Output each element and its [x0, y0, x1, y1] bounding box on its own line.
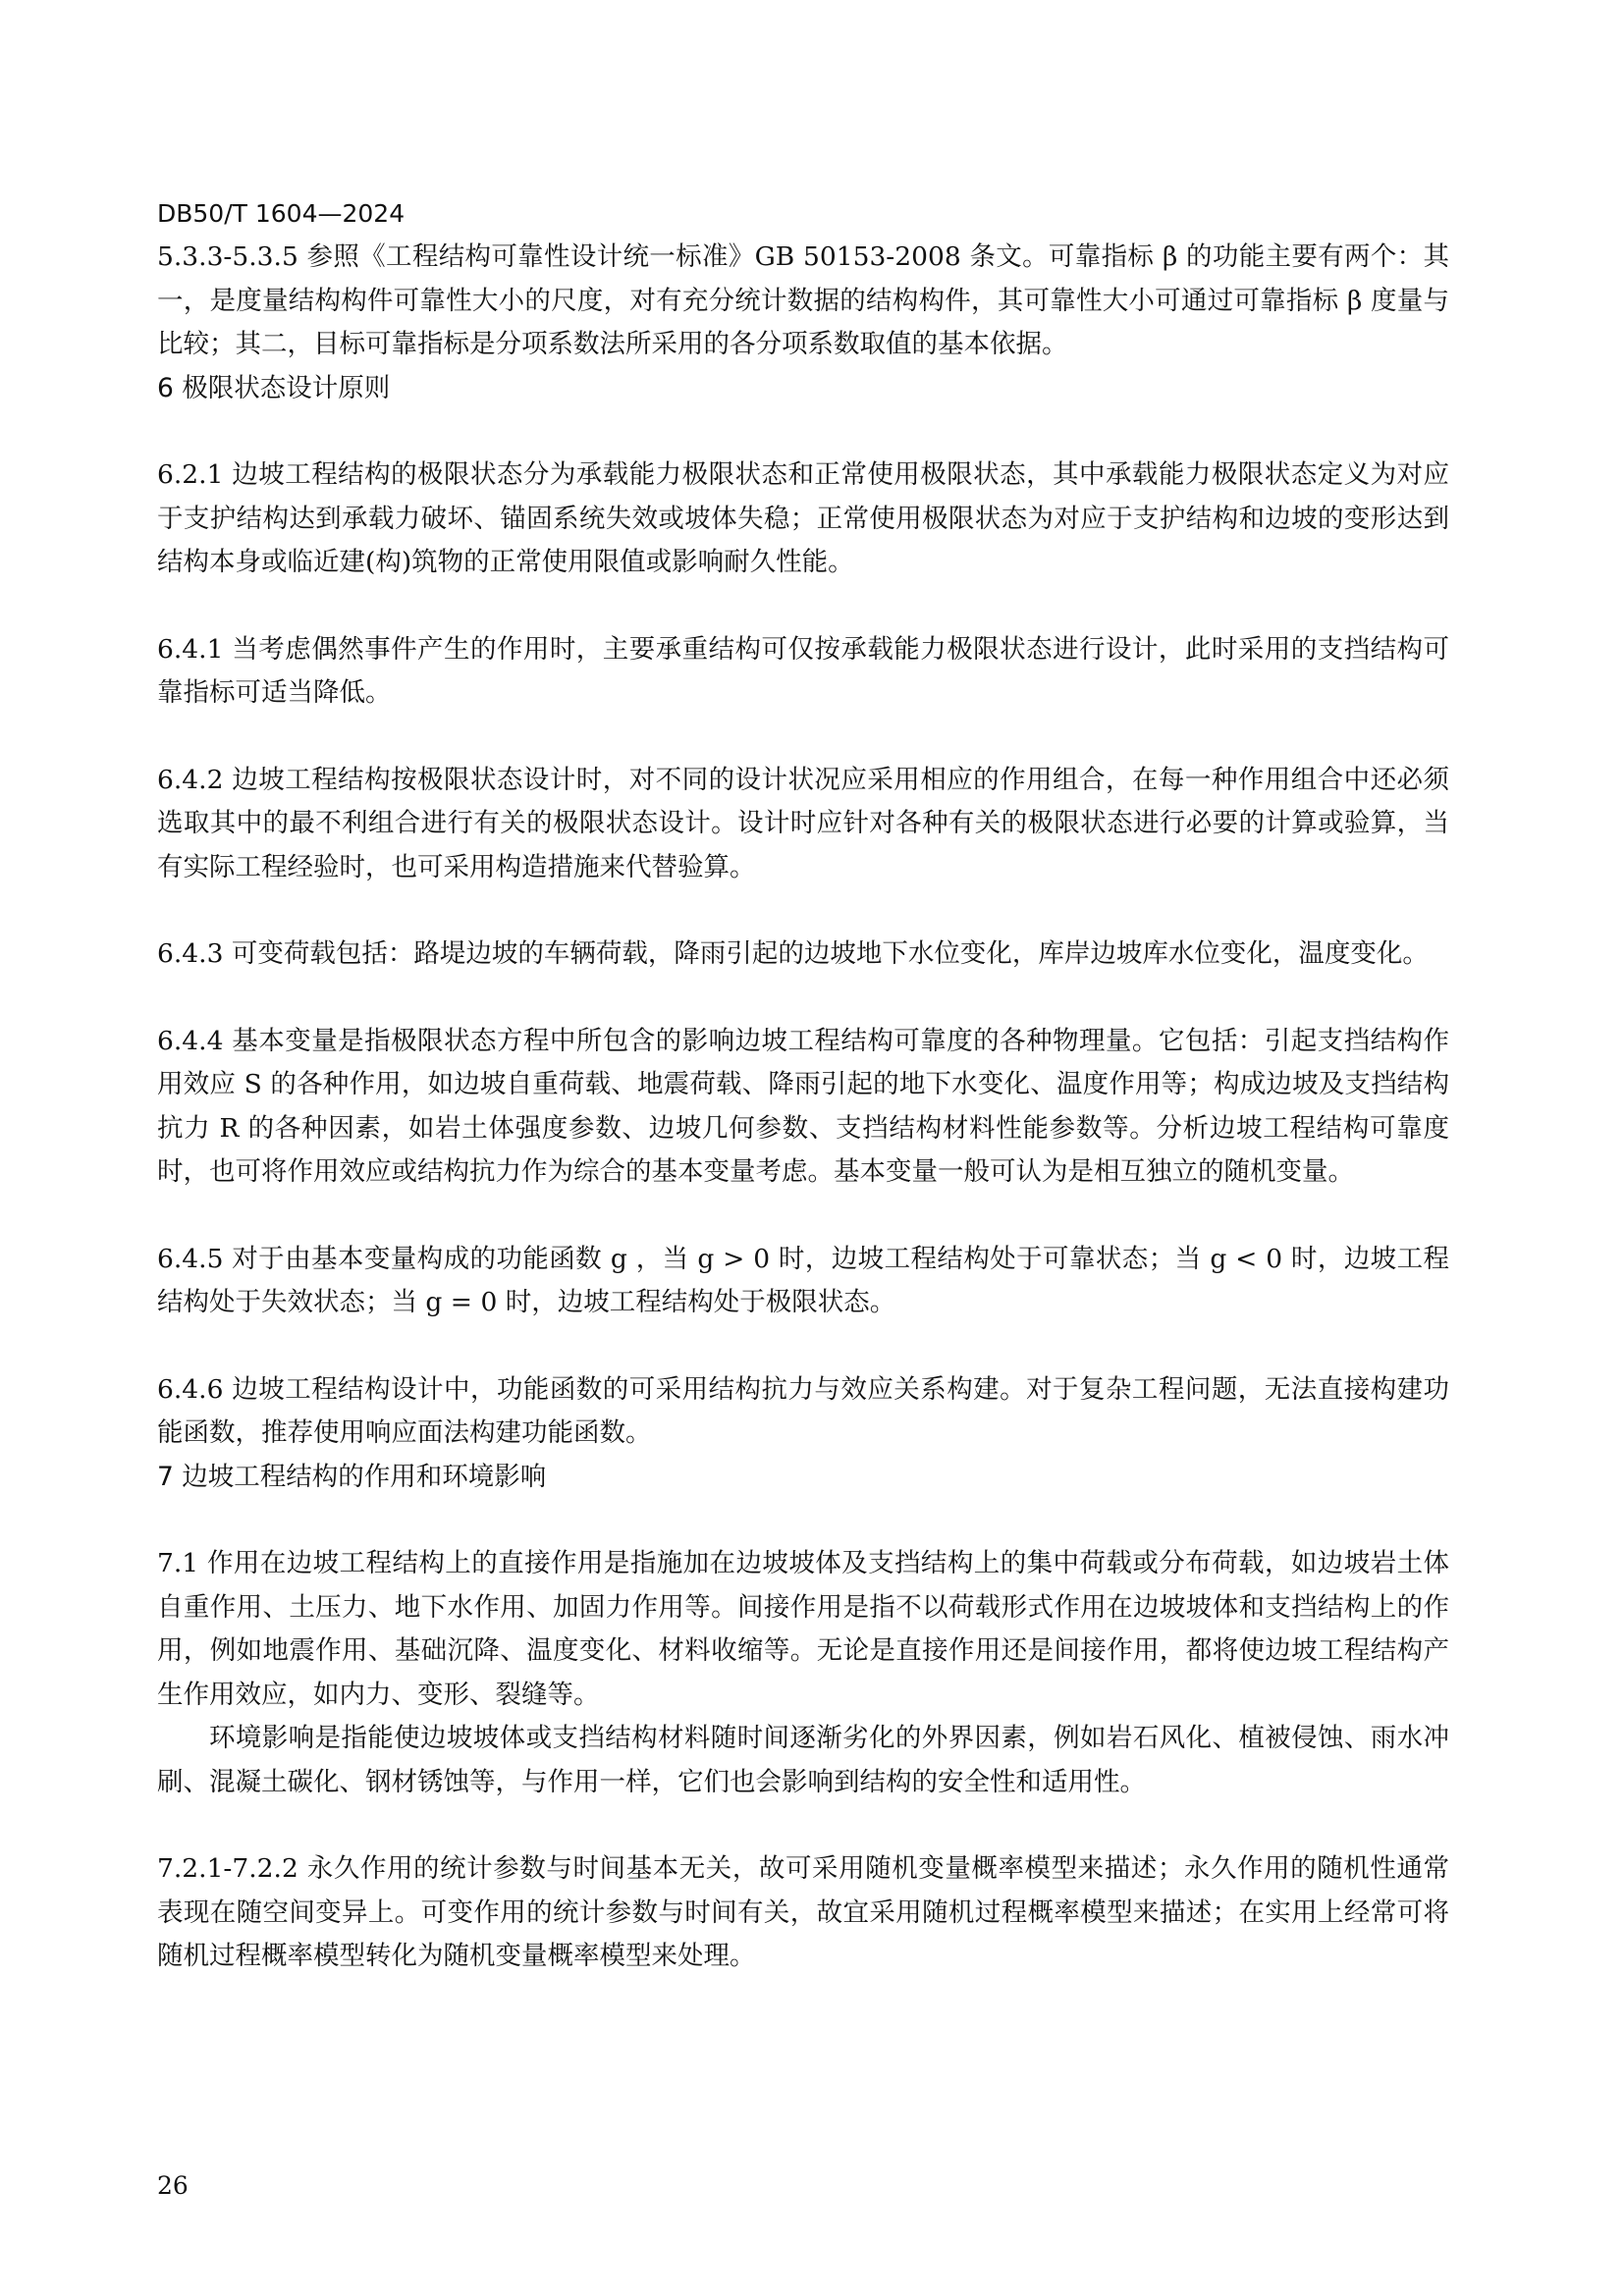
section-heading-7: 7 边坡工程结构的作用和环境影响	[157, 1461, 547, 1492]
paragraph-5-3-3: 5.3.3-5.3.5 参照《工程结构可靠性设计统一标准》GB 50153-2008 条文。可靠指标 β 的功能主要有两个：其一，是度量结构构件可靠性大小的尺度，对有充分统计数据的结构构件，其可靠性大小可通过可靠指标 β 度量与比较；其二，目标可靠指标是分项系数法所采用的各分项系数取值的基本依据。	[157, 241, 1449, 359]
paragraph-7-2-1: 7.2.1-7.2.2 永久作用的统计参数与时间基本无关，故可采用随机变量概率模型来描述；永久作用的随机性通常表现在随空间变异上。可变作用的统计参数与时间有关，故宜采用随机过程概率模型来描述；在实用上经常可将随机过程概率模型转化为随机变量概率模型来处理。	[157, 1853, 1449, 1971]
paragraph-7-1-environment: 环境影响是指能使边坡坡体或支挡结构材料随时间逐渐劣化的外界因素，例如岩石风化、植被侵蚀、雨水冲刷、混凝土碳化、钢材锈蚀等，与作用一样，它们也会影响到结构的安全性和适用性。	[157, 1723, 1449, 1797]
paragraph-7-1: 7.1 作用在边坡工程结构上的直接作用是指施加在边坡坡体及支挡结构上的集中荷载或分布荷载，如边坡岩土体自重作用、土压力、地下水作用、加固力作用等。间接作用是指不以荷载形式作用在边坡坡体和支挡结构上的作用，例如地震作用、基础沉降、温度变化、材料收缩等。无论是直接作用还是间接作用，都将使边坡工程结构产生作用效应，如内力、变形、裂缝等。	[157, 1548, 1449, 1710]
paragraph-6-4-6: 6.4.6 边坡工程结构设计中，功能函数的可采用结构抗力与效应关系构建。对于复杂工程问题，无法直接构建功能函数，推荐使用响应面法构建功能函数。	[157, 1373, 1449, 1448]
paragraph-6-4-2: 6.4.2 边坡工程结构按极限状态设计时，对不同的设计状况应采用相应的作用组合，在每一种作用组合中还必须选取其中的最不利组合进行有关的极限状态设计。设计时应针对各种有关的极限状态进行必要的计算或验算，当有实际工程经验时，也可采用构造措施来代替验算。	[157, 764, 1449, 882]
document-page	[157, 192, 1449, 1979]
paragraph-6-4-1: 6.4.1 当考虑偶然事件产生的作用时，主要承重结构可仅按承载能力极限状态进行设计，此时采用的支挡结构可靠指标可适当降低。	[157, 633, 1449, 708]
paragraph-6-4-4: 6.4.4 基本变量是指极限状态方程中所包含的影响边坡工程结构可靠度的各种物理量。它包括：引起支挡结构作用效应 S 的各种作用，如边坡自重荷载、地震荷载、降雨引起的地下水变化、温度作用等；构成边坡及支挡结构抗力 R 的各种因素，如岩土体强度参数、边坡几何参数、支挡结构材料性能参数等。分析边坡工程结构可靠度时，也可将作用效应或结构抗力作为综合的基本变量考虑。基本变量一般可认为是相互独立的随机变量。	[157, 1025, 1449, 1187]
paragraph-6-4-3: 6.4.3 可变荷载包括：路堤边坡的车辆荷载，降雨引起的边坡地下水位变化，库岸边坡库水位变化，温度变化。	[157, 938, 1429, 969]
document-code: DB50/T 1604—2024	[157, 199, 406, 228]
page-number: 26	[157, 2171, 189, 2200]
paragraph-6-4-5: 6.4.5 对于由基本变量构成的功能函数 g ，当 g > 0 时，边坡工程结构处于可靠状态；当 g < 0 时，边坡工程结构处于失效状态；当 g = 0 时，边坡工程结构处于极限状态。	[157, 1243, 1449, 1317]
paragraph-6-2-1: 6.2.1 边坡工程结构的极限状态分为承载能力极限状态和正常使用极限状态，其中承载能力极限状态定义为对应于支护结构达到承载力破坏、锚固系统失效或坡体失稳；正常使用极限状态为对应于支护结构和边坡的变形达到结构本身或临近建(构)筑物的正常使用限值或影响耐久性能。	[157, 459, 1449, 577]
section-heading-6: 6 极限状态设计原则	[157, 372, 391, 403]
